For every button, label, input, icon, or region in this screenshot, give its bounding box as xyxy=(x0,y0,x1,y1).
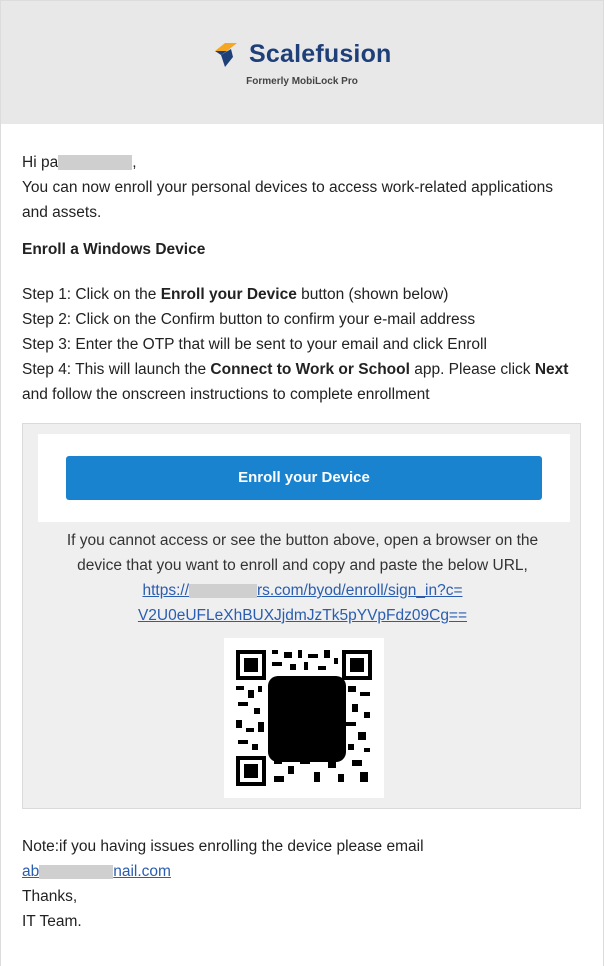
redacted-email xyxy=(39,865,113,879)
support-email-link[interactable]: ab nail.com xyxy=(22,863,171,880)
brand-tagline: Formerly MobiLock Pro xyxy=(246,76,358,87)
thanks-text: Thanks, xyxy=(22,888,78,905)
signature-text: IT Team. xyxy=(22,913,82,930)
section-title: Enroll a Windows Device xyxy=(22,241,206,258)
enroll-url-link[interactable]: https:// rs.com/byod/enroll/sign_in?c= xyxy=(142,582,463,599)
enroll-url-link-line2[interactable]: V2U0eUFLeXhBUXJjdmJzTk5pYVpFdz09Cg== xyxy=(137,607,468,624)
greeting-comma: , xyxy=(132,154,137,171)
email-header xyxy=(1,1,603,124)
intro-text: You can now enroll your personal devices to access work-related applications and assets. xyxy=(22,179,554,221)
qr-code-image xyxy=(234,648,374,788)
scalefusion-logo-icon xyxy=(211,39,241,69)
brand-logo xyxy=(211,37,392,71)
enroll-device-button[interactable]: Enroll your Device xyxy=(66,456,542,500)
footer-note xyxy=(22,834,582,934)
greeting-block xyxy=(22,150,582,225)
help-line-1: If you cannot access or see the button above, open a browser on the xyxy=(66,532,539,549)
qr-code xyxy=(224,638,384,798)
step-2: Step 2: Click on the Confirm button to confirm your e-mail address xyxy=(22,311,476,328)
brand-name: Scalefusion xyxy=(249,39,392,68)
note-text: Note:if you having issues enrolling the device please email xyxy=(22,838,424,855)
step-4: Step 4: This will launch the Connect to Work or School app. Please click Next and follow the onscreen instructions to complete enrollment xyxy=(22,361,569,403)
enroll-panel xyxy=(22,423,581,809)
step-1: Step 1: Click on the Enroll your Device button (shown below) xyxy=(22,286,449,303)
help-text xyxy=(23,528,582,628)
button-container xyxy=(38,434,570,522)
redacted-url xyxy=(189,584,257,598)
help-line-2: device that you want to enroll and copy and paste the below URL, xyxy=(77,557,528,574)
greeting-hi: Hi pa xyxy=(22,154,59,171)
steps-list xyxy=(22,282,582,407)
redacted-name xyxy=(58,155,132,170)
step-3: Step 3: Enter the OTP that will be sent to your email and click Enroll xyxy=(22,336,487,353)
